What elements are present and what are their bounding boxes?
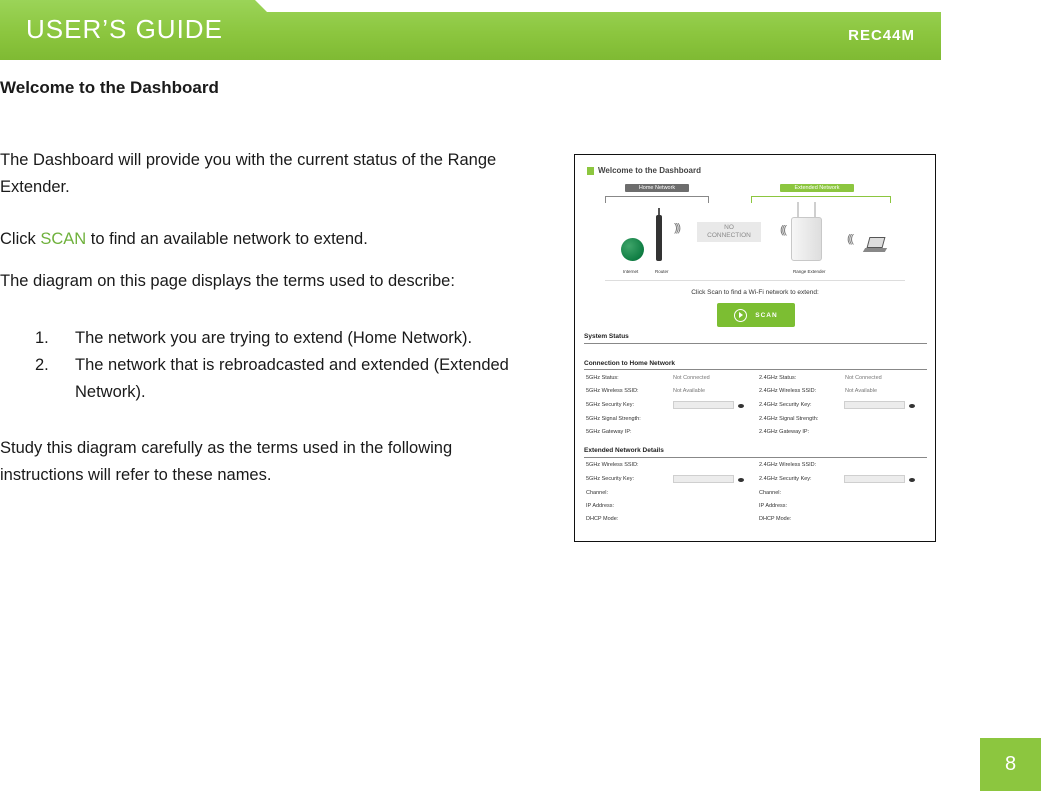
home-network-label: Home Network [625,184,689,192]
ssid-value: Not Available [673,388,706,394]
status-label: 2.4GHz Status: [759,375,797,381]
dashboard-title [587,166,701,175]
wifi-waves-icon: ((( [847,233,852,245]
ip-address-label: IP Address: [759,503,788,509]
terms-list [0,325,560,406]
header-banner [0,0,941,60]
divider [584,369,927,370]
no-connection-badge [697,222,761,242]
range-extender-icon [791,217,822,261]
dashboard-title-text: Welcome to the Dashboard [598,166,701,175]
ssid-label: 2.4GHz Wireless SSID: [759,388,817,394]
guide-title: USER’S GUIDE [26,14,223,44]
status-value: Not Connected [845,375,882,381]
scan-button-label: SCAN [755,311,778,319]
security-key-field[interactable] [673,401,734,409]
no-connection-line1: NO [724,224,734,231]
page-number: 8 [980,738,1041,791]
wifi-waves-icon: ))) [674,222,679,234]
dhcp-mode-label: DHCP Mode: [586,516,619,522]
range-extender-label: Range Extender [793,269,826,274]
banner-corner-cut [255,0,967,12]
study-note: Study this diagram carefully as the terms used in the following instructions will refer to these names. [0,439,453,484]
ssid-value: Not Available [845,388,878,394]
system-status-heading: System Status [584,333,629,340]
extended-network-label: Extended Network [780,184,854,192]
intro-paragraph: The Dashboard will provide you with the current status of the Range Extender. [0,151,497,196]
wifi-waves-icon: ((( [780,224,785,236]
status-value: Not Connected [673,375,710,381]
laptop-icon [867,237,886,248]
list-number: 1. [35,329,49,347]
ssid-label: 5GHz Wireless SSID: [586,388,639,394]
gateway-ip-label: 2.4GHz Gateway IP: [759,429,810,435]
show-password-eye-icon[interactable] [909,404,915,408]
connection-heading: Connection to Home Network [584,360,676,367]
security-key-field[interactable] [844,401,905,409]
show-password-eye-icon[interactable] [738,478,744,482]
divider [584,343,927,344]
security-key-label: 2.4GHz Security Key: [759,476,812,482]
security-key-field[interactable] [844,475,905,483]
scan-prompt: Click Scan to find a Wi-Fi network to extend: [691,289,819,296]
list-number: 2. [35,356,49,374]
router-icon [656,215,662,261]
laptop-base-icon [863,248,887,252]
channel-label: Channel: [759,490,782,496]
title-marker-icon [587,167,594,175]
list-text: The network you are trying to extend (Home Network). [75,329,473,347]
scan-instruction-prefix: Click [0,230,41,248]
status-label: 5GHz Status: [586,375,619,381]
gateway-ip-label: 5GHz Gateway IP: [586,429,632,435]
model-number: REC44M [848,27,915,44]
show-password-eye-icon[interactable] [738,404,744,408]
ssid-label: 2.4GHz Wireless SSID: [759,462,817,468]
diagram-description: The diagram on this page displays the terms used to describe: [0,272,455,290]
no-connection-line2: CONNECTION [707,232,751,239]
extended-network-bracket [751,196,891,203]
scan-instruction [0,226,368,253]
divider [584,457,927,458]
page-heading: Welcome to the Dashboard [0,78,219,97]
dhcp-mode-label: DHCP Mode: [759,516,792,522]
security-key-label: 2.4GHz Security Key: [759,402,812,408]
scan-instruction-suffix: to find an available network to extend. [86,230,368,248]
play-icon [734,309,747,322]
home-network-bracket [605,196,709,203]
scan-button[interactable] [717,303,795,327]
signal-strength-label: 5GHz Signal Strength: [586,416,641,422]
router-label: Router [655,269,669,274]
security-key-field[interactable] [673,475,734,483]
channel-label: Channel: [586,490,609,496]
extended-heading: Extended Network Details [584,447,664,454]
ip-address-label: IP Address: [586,503,615,509]
list-item [0,352,560,406]
internet-label: Internet [623,269,639,274]
dashboard-screenshot [574,154,936,542]
internet-globe-icon [621,238,644,261]
list-item [0,325,560,352]
security-key-label: 5GHz Security Key: [586,476,634,482]
divider [605,280,905,281]
security-key-label: 5GHz Security Key: [586,402,634,408]
signal-strength-label: 2.4GHz Signal Strength: [759,416,819,422]
scan-keyword: SCAN [40,230,87,248]
ssid-label: 5GHz Wireless SSID: [586,462,639,468]
list-text: The network that is rebroadcasted and extended (Extended Network). [75,356,509,401]
show-password-eye-icon[interactable] [909,478,915,482]
